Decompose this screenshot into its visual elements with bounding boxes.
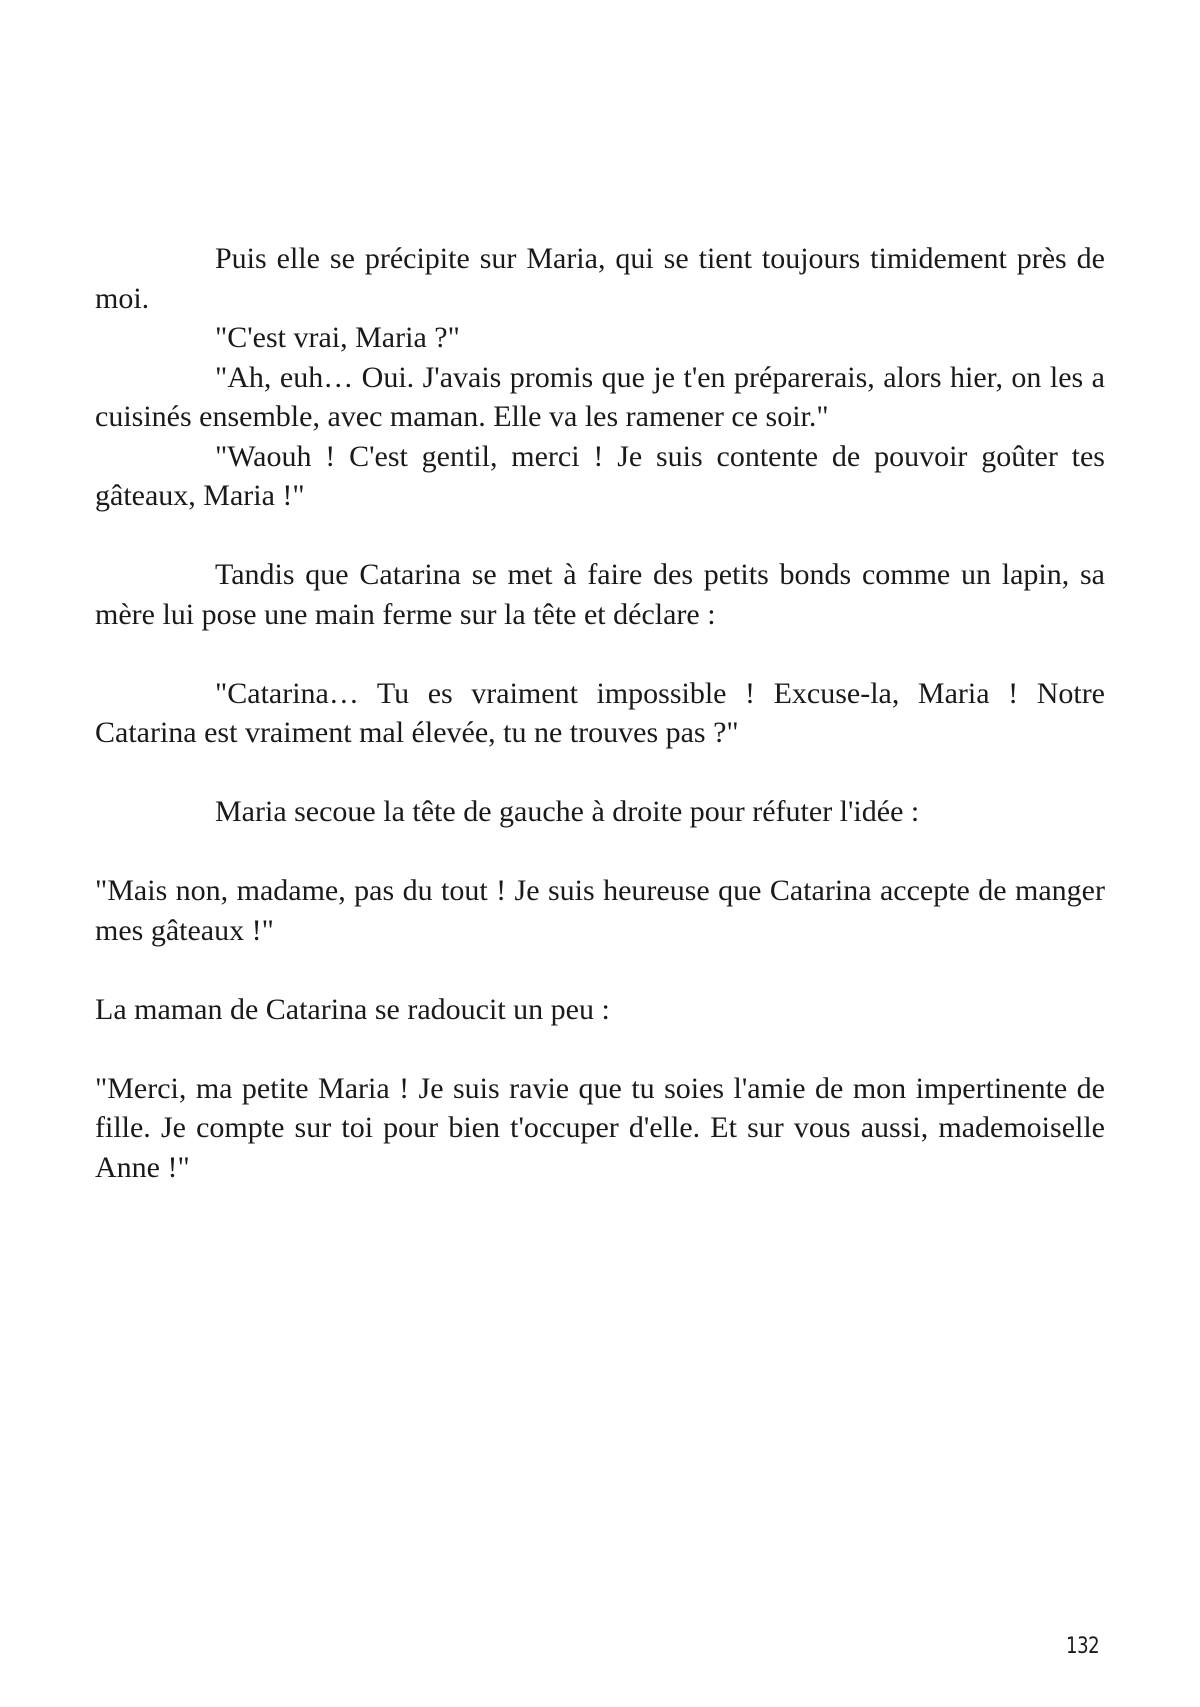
paragraph-7: Maria secoue la tête de gauche à droite pour réfuter l'idée :	[215, 795, 920, 828]
paragraph-6: "Catarina… Tu es vraiment impossible ! Excuse-la, Maria ! Notre Catarina est vraiment mal élevée, tu ne trouves pas ?"	[95, 676, 1105, 749]
page-number: 132	[1066, 1634, 1100, 1659]
paragraph-1: Puis elle se précipite sur Maria, qui se tient toujours timidement près de moi.	[95, 242, 1105, 315]
paragraph-5: Tandis que Catarina se met à faire des petits bonds comme un lapin, sa mère lui pose une main ferme sur la tête et déclare :	[95, 558, 1105, 631]
paragraph-9: La maman de Catarina se radoucit un peu :	[95, 992, 610, 1026]
page-body	[95, 239, 1105, 1187]
paragraph-3: "Ah, euh… Oui. J'avais promis que je t'en préparerais, alors hier, on les a cuisinés ensemble, avec maman. Elle va les ramener ce soir."	[95, 360, 1105, 433]
paragraph-8: "Mais non, madame, pas du tout ! Je suis heureuse que Catarina accepte de manger mes gâteaux !"	[95, 874, 1105, 947]
paragraph-2: "C'est vrai, Maria ?"	[215, 321, 460, 354]
paragraph-10: "Merci, ma petite Maria ! Je suis ravie que tu soies l'amie de mon impertinente de fille. Je compte sur toi pour bien t'occuper d'elle. Et sur vous aussi, mademoiselle Anne !"	[95, 1071, 1105, 1184]
paragraph-4: "Waouh ! C'est gentil, merci ! Je suis contente de pouvoir goûter tes gâteaux, Maria !"	[95, 439, 1105, 512]
